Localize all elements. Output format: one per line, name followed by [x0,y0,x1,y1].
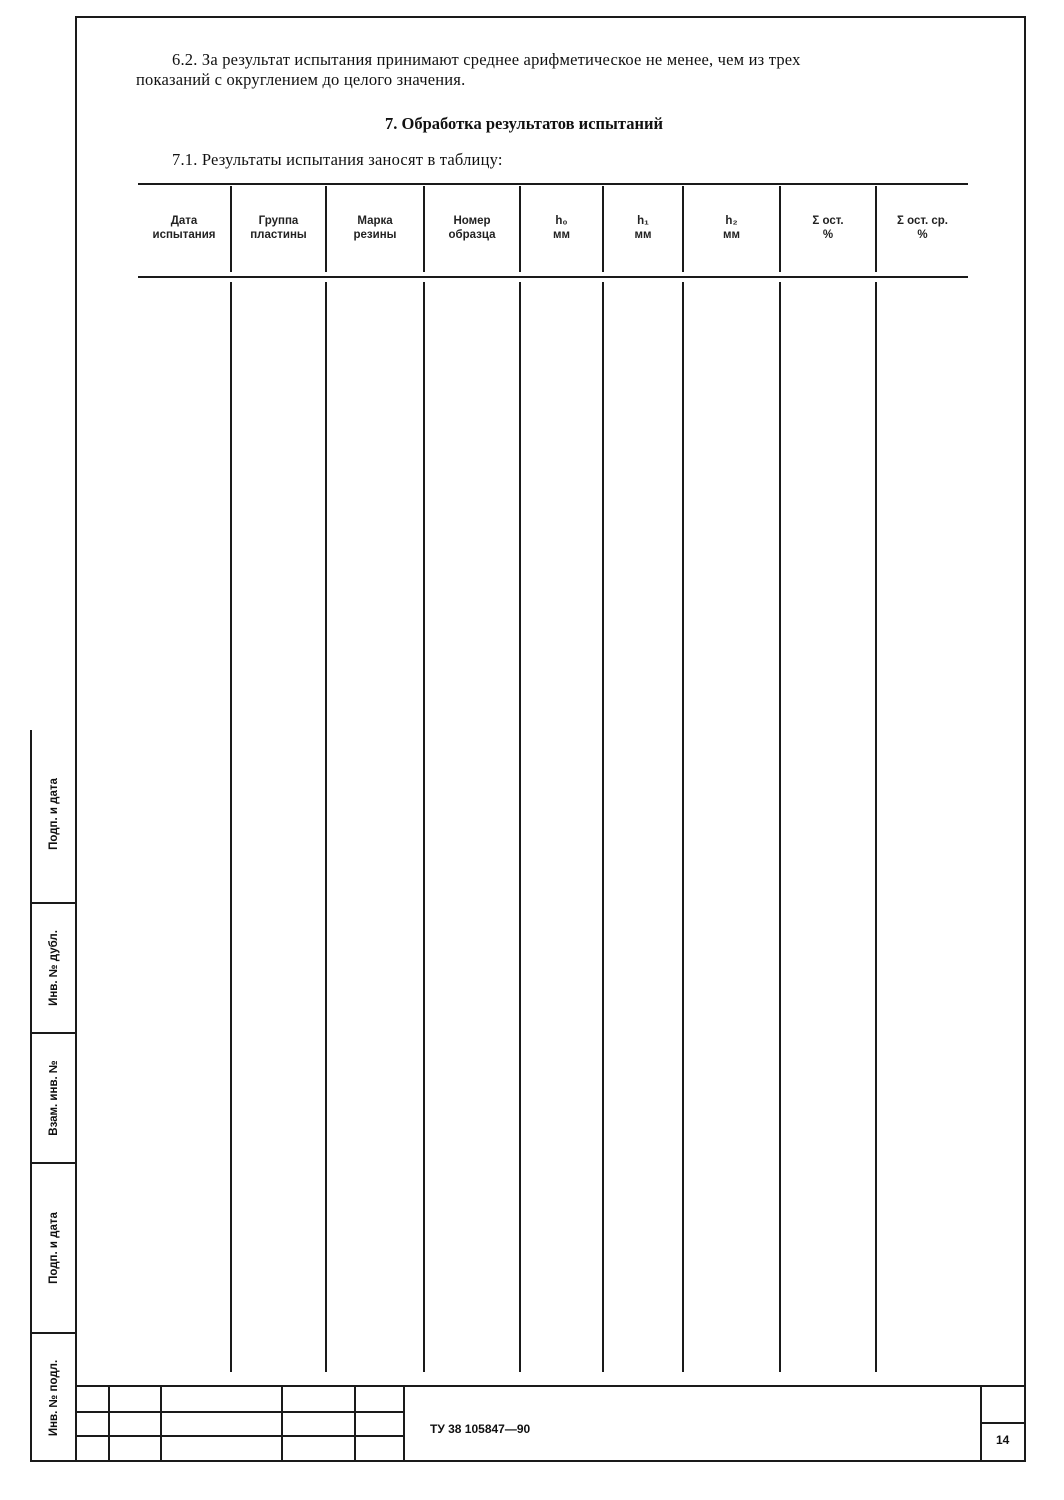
stamp-page-rule [980,1422,1024,1424]
header-cell-rubber-grade: Марка резины [353,215,397,241]
side-label-sign-date-2: Подп. и дата [48,1212,60,1284]
stamp-col-divider [281,1385,283,1461]
frame-left-border [75,16,77,1462]
side-label-sign-date-1: Подп. и дата [48,778,60,850]
body-col-divider [875,282,877,1372]
stamp-col-divider [354,1385,356,1461]
paragraph-7-1: 7.1. Результаты испытания заносят в таблицу: [172,150,503,169]
body-col-divider [230,282,232,1372]
paragraph-6-2-line2: показаний с округлением до целого значения. [136,70,466,89]
header-cell-sample-number: Номер образца [448,215,496,241]
table-header-rule [138,276,968,278]
side-strip-left-border [30,730,32,1462]
stamp-col-divider [108,1385,110,1461]
frame-right-border [1024,16,1026,1462]
stamp-top-rule [76,1385,1024,1387]
side-label-vzam-inv: Взам. инв. № [48,1060,60,1136]
frame-bottom-border [30,1460,1026,1462]
stamp-col-divider [160,1385,162,1461]
paragraph-6-2-line1: 6.2. За результат испытания принимают среднее арифметическое не менее, чем из трех [172,50,801,69]
body-col-divider [682,282,684,1372]
header-cell-plate-group: Группа пластины [250,215,307,241]
header-cell-h1: h₁ мм [634,215,652,241]
side-label-inv-podl: Инв. № подл. [48,1359,60,1437]
body-col-divider [423,282,425,1372]
header-cell-test-date: Дата испытания [152,215,216,241]
side-label-inv-dubl: Инв. № дубл. [48,930,60,1006]
header-cell-residual-deformation: Σ ост. % [812,215,844,241]
body-col-divider [325,282,327,1372]
header-cell-h2: h₂ мм [722,215,740,241]
header-cell-h0: h₀ мм [552,215,570,241]
stamp-col-divider [403,1385,405,1461]
table-top-rule [138,183,968,185]
document-code: ТУ 38 105847—90 [430,1422,531,1436]
body-col-divider [519,282,521,1372]
frame-top-border [76,16,1026,18]
page-number: 14 [996,1433,1010,1447]
body-col-divider [779,282,781,1372]
body-col-divider [602,282,604,1372]
header-cell-residual-deformation-avg: Σ ост. ср. % [897,215,948,241]
section-7-title: 7. Обработка результатов испытаний [385,114,663,133]
